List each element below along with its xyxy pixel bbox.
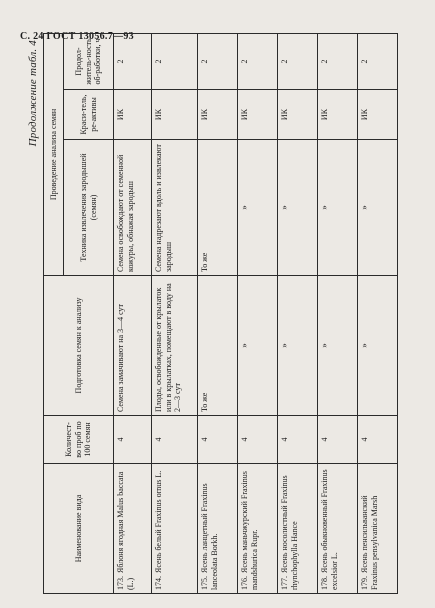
- prep-cell: Семена замачивают на 3—4 сут: [114, 276, 152, 416]
- col-header-technique: Техника извлечения зародышей (семян): [64, 140, 114, 276]
- species-cell: 177.Ясень носолистный Fraxinus rhynchophylla Hance: [278, 464, 318, 594]
- duration-cell: 2: [114, 33, 152, 89]
- count-cell: 4: [238, 416, 278, 464]
- col-header-prep: Подготовка семян к анализу: [44, 276, 114, 416]
- rotated-table-page: [27, 34, 417, 594]
- species-cell: 178.Ясень обыкновенный Fraxinus excelsior L.: [318, 464, 358, 594]
- stain-cell: ИК: [198, 90, 238, 140]
- stain-cell: ИК: [238, 90, 278, 140]
- prep-cell: »: [278, 276, 318, 416]
- count-cell: 4: [358, 416, 398, 464]
- species-cell: 175.Ясень ланцетный Fraxinus lanceolata Borkh.: [198, 464, 238, 594]
- stain-cell: ИК: [358, 90, 398, 140]
- col-header-stain: Краси-тель, ре-активы: [64, 90, 114, 140]
- stain-cell: ИК: [278, 90, 318, 140]
- stain-cell: ИК: [152, 90, 198, 140]
- duration-cell: 2: [152, 33, 198, 89]
- stain-cell: ИК: [114, 90, 152, 140]
- duration-cell: 2: [238, 33, 278, 89]
- count-cell: 4: [114, 416, 152, 464]
- count-cell: 4: [318, 416, 358, 464]
- table-row: [238, 33, 278, 593]
- col-header-duration: Продол-житель-ность об-работки, ч: [64, 33, 114, 89]
- table-row: [114, 33, 152, 593]
- count-cell: 4: [198, 416, 238, 464]
- table-continuation-caption: Продолжение табл. 4: [27, 40, 39, 147]
- table-row: [152, 33, 198, 593]
- technique-cell: »: [318, 140, 358, 276]
- page-header: С. 24 ГОСТ 13056.7—93: [20, 31, 134, 42]
- technique-cell: То же: [198, 140, 238, 276]
- prep-cell: »: [318, 276, 358, 416]
- table-row: [198, 33, 238, 593]
- seed-analysis-table: [43, 33, 398, 594]
- table-row: [318, 33, 358, 593]
- table-row: [358, 33, 398, 593]
- technique-cell: Семена надрезают вдоль и извлекают зародыш: [152, 140, 198, 276]
- species-cell: 179.Ясень пенсильванский Fraxinus pensylvanica Marsh: [358, 464, 398, 594]
- duration-cell: 2: [198, 33, 238, 89]
- table-row: [278, 33, 318, 593]
- prep-cell: То же: [198, 276, 238, 416]
- prep-cell: Плоды, освобожденные от крылаток или в крылатках, помещают в воду на 2—3 сут: [152, 276, 198, 416]
- prep-cell: »: [238, 276, 278, 416]
- technique-cell: »: [238, 140, 278, 276]
- species-cell: 174.Ясень белый Fraxinus ornus L.: [152, 464, 198, 594]
- technique-cell: »: [278, 140, 318, 276]
- prep-cell: »: [358, 276, 398, 416]
- duration-cell: 2: [318, 33, 358, 89]
- col-header-analysis-group: Проведение анализа семян: [44, 33, 64, 275]
- duration-cell: 2: [278, 33, 318, 89]
- stain-cell: ИК: [318, 90, 358, 140]
- species-cell: 176.Ясень маньчжурский Fraxinus mandshurica Rupr.: [238, 464, 278, 594]
- species-cell: 173.Яблоня ягодная Malus baccata (L.): [114, 464, 152, 594]
- col-header-count: Количест-во проб по 100 семян: [44, 416, 114, 464]
- col-header-name: Наименование вида: [44, 464, 114, 594]
- count-cell: 4: [278, 416, 318, 464]
- technique-cell: Семена освобождают от семенной кожуры, обнажая зародыш: [114, 140, 152, 276]
- count-cell: 4: [152, 416, 198, 464]
- technique-cell: »: [358, 140, 398, 276]
- duration-cell: 2: [358, 33, 398, 89]
